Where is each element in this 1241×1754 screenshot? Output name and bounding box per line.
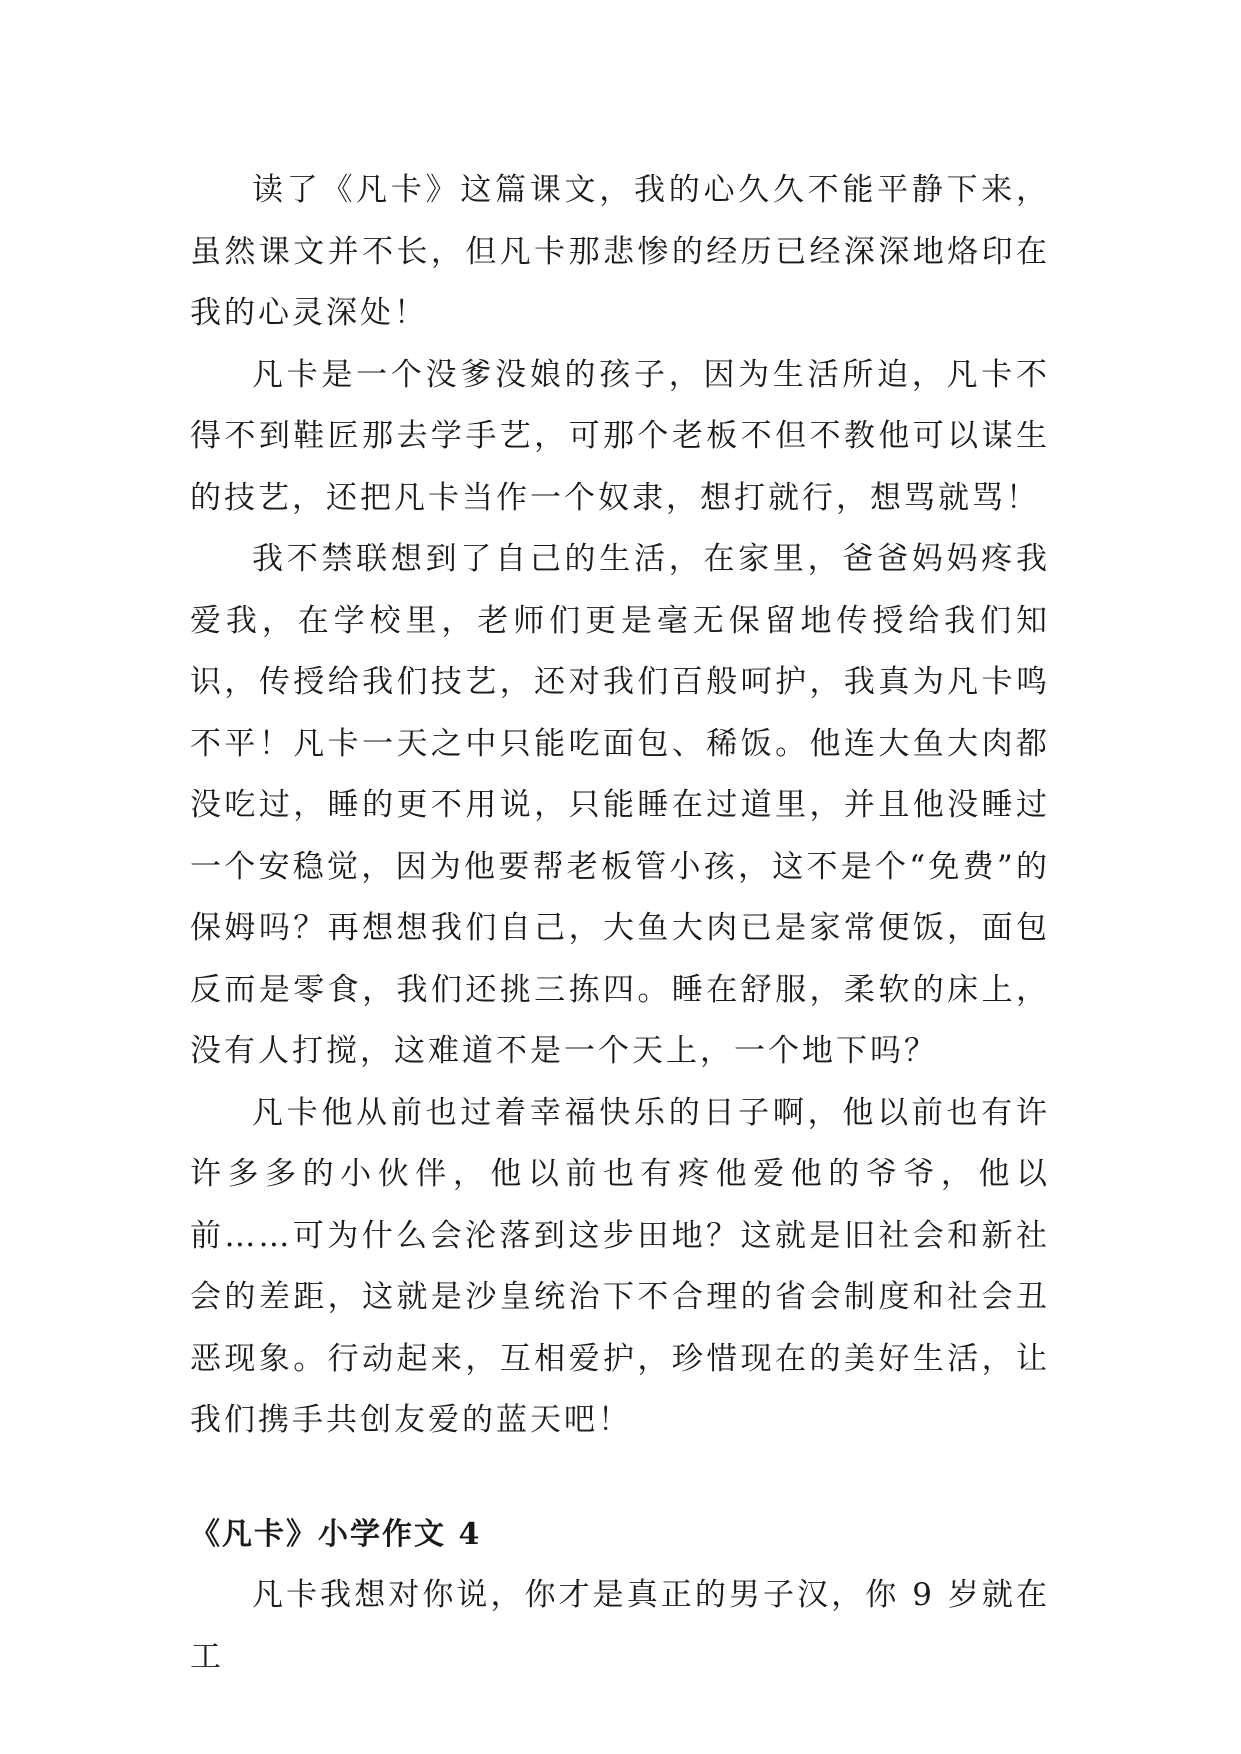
section-first-paragraph: 凡卡我想对你说，你才是真正的男子汉，你 9 岁就在工	[190, 1577, 1050, 1675]
paragraph-2: 凡卡是一个没爹没娘的孩子，因为生活所迫，凡卡不得不到鞋匠那去学手艺，可那个老板不但不教他可以谋生的技艺，还把凡卡当作一个奴隶，想打就行，想骂就骂！	[190, 356, 1050, 516]
document-page	[190, 160, 1050, 1688]
paragraph-3: 我不禁联想到了自己的生活，在家里，爸爸妈妈疼我爱我，在学校里，老师们更是毫无保留地传授给我们知识，传授给我们技艺，还对我们百般呵护，我真为凡卡鸣不平！凡卡一天之中只能吃面包、稀饭。他连大鱼大肉都没吃过，睡的更不用说，只能睡在过道里，并且他没睡过一个安稳觉，因为他要帮老板管小孩，这不是个“免费”的保姆吗？再想想我们自己，大鱼大肉已是家常便饭，面包反而是零食，我们还挑三拣四。睡在舒服，柔软的床上，没有人打搅，这难道不是一个天上，一个地下吗？	[190, 541, 1050, 1069]
paragraph-4: 凡卡他从前也过着幸福快乐的日子啊，他以前也有许许多多的小伙伴，他以前也有疼他爱他的爷爷，他以前……可为什么会沦落到这步田地？这就是旧社会和新社会的差距，这就是沙皇统治下不合理的省会制度和社会丑恶现象。行动起来，互相爱护，珍惜现在的美好生活，让我们携手共创友爱的蓝天吧！	[190, 1094, 1050, 1438]
paragraph-1: 读了《凡卡》这篇课文，我的心久久不能平静下来，虽然课文并不长，但凡卡那悲惨的经历已经深深地烙印在我的心灵深处！	[190, 172, 1050, 331]
section-title: 《凡卡》小学作文 4	[190, 1516, 482, 1552]
